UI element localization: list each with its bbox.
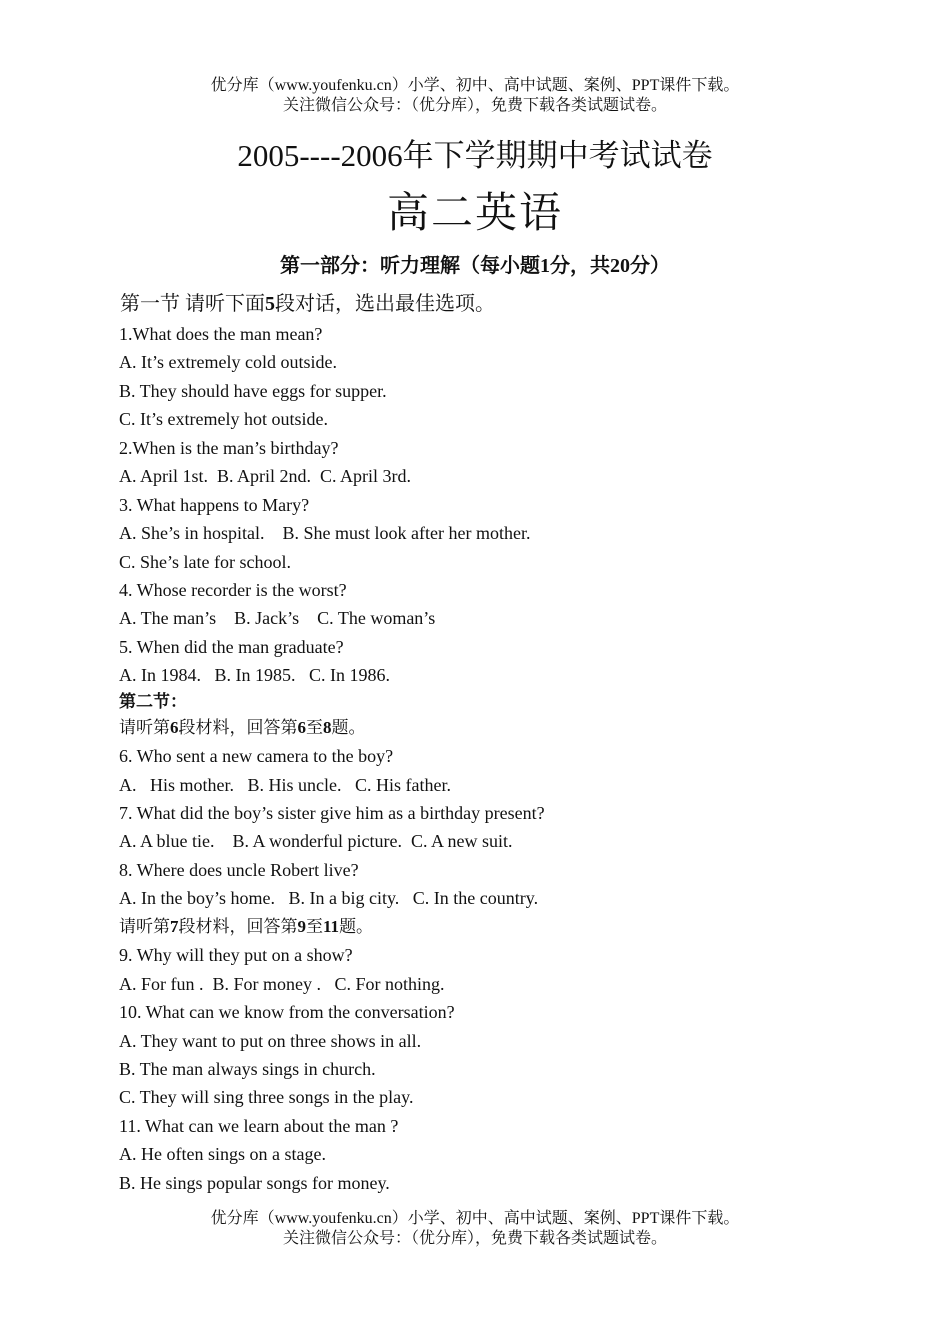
section1-heading: [120, 290, 495, 318]
header-line-1: 优分库（www.youfenku.cn）小学、初中、高中试题、案例、PPT课件下载。: [210, 77, 740, 94]
q9-options: A. For fun . B. For money . C. For nothing.: [119, 973, 445, 994]
q2-stem: 2.When is the man’s birthday?: [119, 437, 339, 458]
q10-option-c: C. They will sing three songs in the play.: [119, 1087, 414, 1108]
section1-post: 段对话，选出最佳选项。: [275, 293, 495, 315]
q8-options: A. In the boy’s home. B. In a big city. C. In the country.: [119, 888, 539, 909]
question-list: [119, 320, 899, 1197]
q10-option-a: A. They want to put on three shows in all.: [119, 1030, 422, 1051]
q4-stem: 4. Whose recorder is the worst?: [119, 579, 347, 600]
footer-banner: [0, 1209, 950, 1249]
q3-stem: 3. What happens to Mary?: [119, 494, 310, 515]
m6-c: 至: [306, 717, 323, 737]
m7-b: 段材料，回答第: [178, 916, 298, 936]
q9-stem: 9. Why will they put on a show?: [119, 945, 353, 966]
exam-subject: 高二英语: [386, 191, 563, 237]
m6-n3: 8: [323, 717, 332, 737]
q10-option-b: B. The man always sings in church.: [119, 1058, 376, 1079]
q4-options: A. The man’s B. Jack’s C. The woman’s: [119, 608, 436, 629]
q3-options-ab: A. She’s in hospital. B. She must look after her mother.: [119, 523, 531, 544]
m6-n1: 6: [170, 717, 179, 737]
header-line-2: 关注微信公众号：（优分库），免费下载各类试题试卷。: [282, 97, 667, 114]
section1-pre: 第一节 请听下面: [120, 293, 265, 315]
q3-option-c: C. She’s late for school.: [119, 551, 291, 572]
m7-d: 题。: [339, 916, 374, 936]
section1-num: 5: [265, 293, 275, 315]
material6-instruction: [119, 714, 899, 742]
q11-stem: 11. What can we learn about the man ?: [119, 1115, 399, 1136]
q7-options: A. A blue tie. B. A wonderful picture. C. A new suit.: [119, 831, 513, 852]
section2-label: 第二节：: [119, 691, 187, 711]
m7-c: 至: [306, 916, 323, 936]
q6-stem: 6. Who sent a new camera to the boy?: [119, 746, 394, 767]
q10-stem: 10. What can we know from the conversation?: [119, 1002, 455, 1023]
q1-option-b: B. They should have eggs for supper.: [119, 380, 387, 401]
footer-line-2: 关注微信公众号：（优分库），免费下载各类试题试卷。: [282, 1230, 667, 1247]
q5-stem: 5. When did the man graduate?: [119, 636, 344, 657]
q1-option-a: A. It’s extremely cold outside.: [119, 352, 337, 373]
q7-stem: 7. What did the boy’s sister give him as a birthday present?: [119, 803, 545, 823]
q8-stem: 8. Where does uncle Robert live?: [119, 859, 359, 880]
q1-stem: 1.What does the man mean?: [119, 324, 323, 344]
header-banner: [0, 76, 950, 116]
m7-n2: 9: [297, 916, 306, 936]
q11-option-a: A. He often sings on a stage.: [119, 1144, 326, 1165]
footer-line-1: 优分库（www.youfenku.cn）小学、初中、高中试题、案例、PPT课件下载。: [210, 1210, 740, 1227]
m6-a: 请听第: [119, 717, 170, 737]
part1-heading: 第一部分：听力理解（每小题1分，共20分）: [280, 255, 670, 277]
exam-title: 2005----2006年下学期期中考试试卷: [237, 138, 713, 173]
q1-option-c: C. It’s extremely hot outside.: [119, 409, 328, 430]
q11-option-b: B. He sings popular songs for money.: [119, 1172, 390, 1193]
q6-options: A. His mother. B. His uncle. C. His father.: [119, 774, 451, 795]
m7-a: 请听第: [119, 916, 170, 936]
m7-n3: 11: [323, 916, 340, 936]
q5-options: A. In 1984. B. In 1985. C. In 1986.: [119, 665, 390, 686]
material7-instruction: [119, 913, 899, 941]
q2-options: A. April 1st. B. April 2nd. C. April 3rd.: [119, 466, 412, 487]
m6-d: 题。: [331, 717, 366, 737]
m6-n2: 6: [297, 717, 306, 737]
m7-n1: 7: [170, 916, 179, 936]
m6-b: 段材料，回答第: [178, 717, 298, 737]
